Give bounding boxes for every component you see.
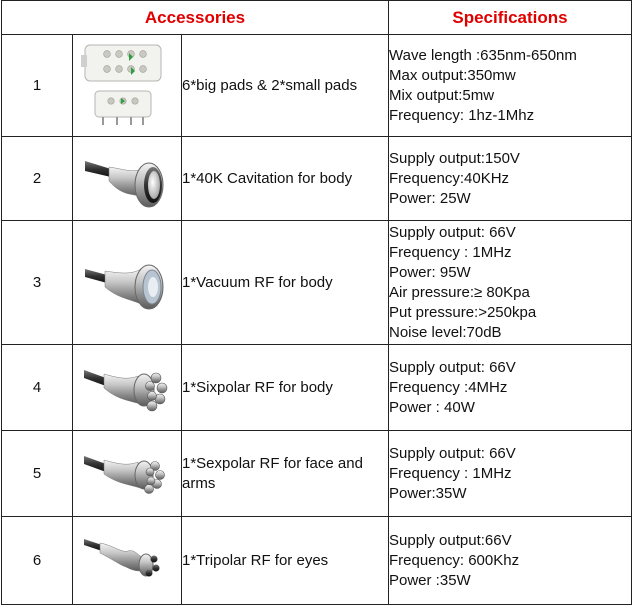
table-row xyxy=(2,517,632,605)
accessory-name: 1*Sexpolar RF for face and arms xyxy=(182,431,389,517)
row-number: 6 xyxy=(2,517,73,605)
spec-line: Max output:350mw xyxy=(389,66,516,84)
table-row xyxy=(2,137,632,221)
tripolar-rf-handpiece-icon xyxy=(73,517,182,605)
table-row xyxy=(2,35,632,137)
spec-line: Frequency : 1MHz xyxy=(389,243,512,261)
spec-line: Supply output: 66V xyxy=(389,358,516,376)
row-number: 2 xyxy=(2,137,73,221)
spec-line: Frequency: 1hz-1Mhz xyxy=(389,106,535,124)
spec-list xyxy=(389,431,632,517)
accessory-name: 1*40K Cavitation for body xyxy=(182,137,389,221)
spec-line: Frequency:40KHz xyxy=(389,169,510,187)
spec-line: Mix output:5mw xyxy=(389,86,495,104)
spec-line: Supply output:66V xyxy=(389,531,512,549)
table-header-row xyxy=(2,1,632,35)
spec-line: Power:35W xyxy=(389,484,467,502)
spec-line: Noise level:70dB xyxy=(389,323,502,341)
spec-line: Frequency : 1MHz xyxy=(389,464,512,482)
row-number: 5 xyxy=(2,431,73,517)
row-number: 4 xyxy=(2,345,73,431)
table-row xyxy=(2,221,632,345)
cavitation-handpiece-icon xyxy=(73,137,182,221)
row-number: 1 xyxy=(2,35,73,137)
spec-list xyxy=(389,221,632,345)
specifications-header: Specifications xyxy=(389,1,632,35)
spec-line: Power: 95W xyxy=(389,263,471,281)
spec-line: Wave length :635nm-650nm xyxy=(389,46,577,64)
spec-list xyxy=(389,517,632,605)
spec-line: Supply output: 66V xyxy=(389,444,516,462)
spec-line: Frequency :4MHz xyxy=(389,378,508,396)
accessory-name: 1*Vacuum RF for body xyxy=(182,221,389,345)
spec-line: Air pressure:≥ 80Kpa xyxy=(389,283,530,301)
sixpolar-rf-handpiece-icon xyxy=(73,345,182,431)
spec-list xyxy=(389,35,632,137)
accessories-header: Accessories xyxy=(2,1,389,35)
spec-line: Frequency: 600Khz xyxy=(389,551,520,569)
table-row xyxy=(2,345,632,431)
row-number: 3 xyxy=(2,221,73,345)
accessories-table xyxy=(1,0,632,605)
spec-line: Supply output:150V xyxy=(389,149,520,167)
spec-line: Power : 40W xyxy=(389,398,475,416)
accessory-name: 1*Sixpolar RF for body xyxy=(182,345,389,431)
spec-line: Supply output: 66V xyxy=(389,223,516,241)
accessory-name: 1*Tripolar RF for eyes xyxy=(182,517,389,605)
vacuum-rf-handpiece-icon xyxy=(73,221,182,345)
spec-line: Power :35W xyxy=(389,571,471,589)
spec-list xyxy=(389,137,632,221)
electrode-pads-icon xyxy=(73,35,182,137)
spec-line: Put pressure:>250kpa xyxy=(389,303,537,321)
accessory-name: 6*big pads & 2*small pads xyxy=(182,35,389,137)
spec-list xyxy=(389,345,632,431)
spec-line: Power: 25W xyxy=(389,189,471,207)
table-row xyxy=(2,431,632,517)
sexpolar-rf-handpiece-icon xyxy=(73,431,182,517)
